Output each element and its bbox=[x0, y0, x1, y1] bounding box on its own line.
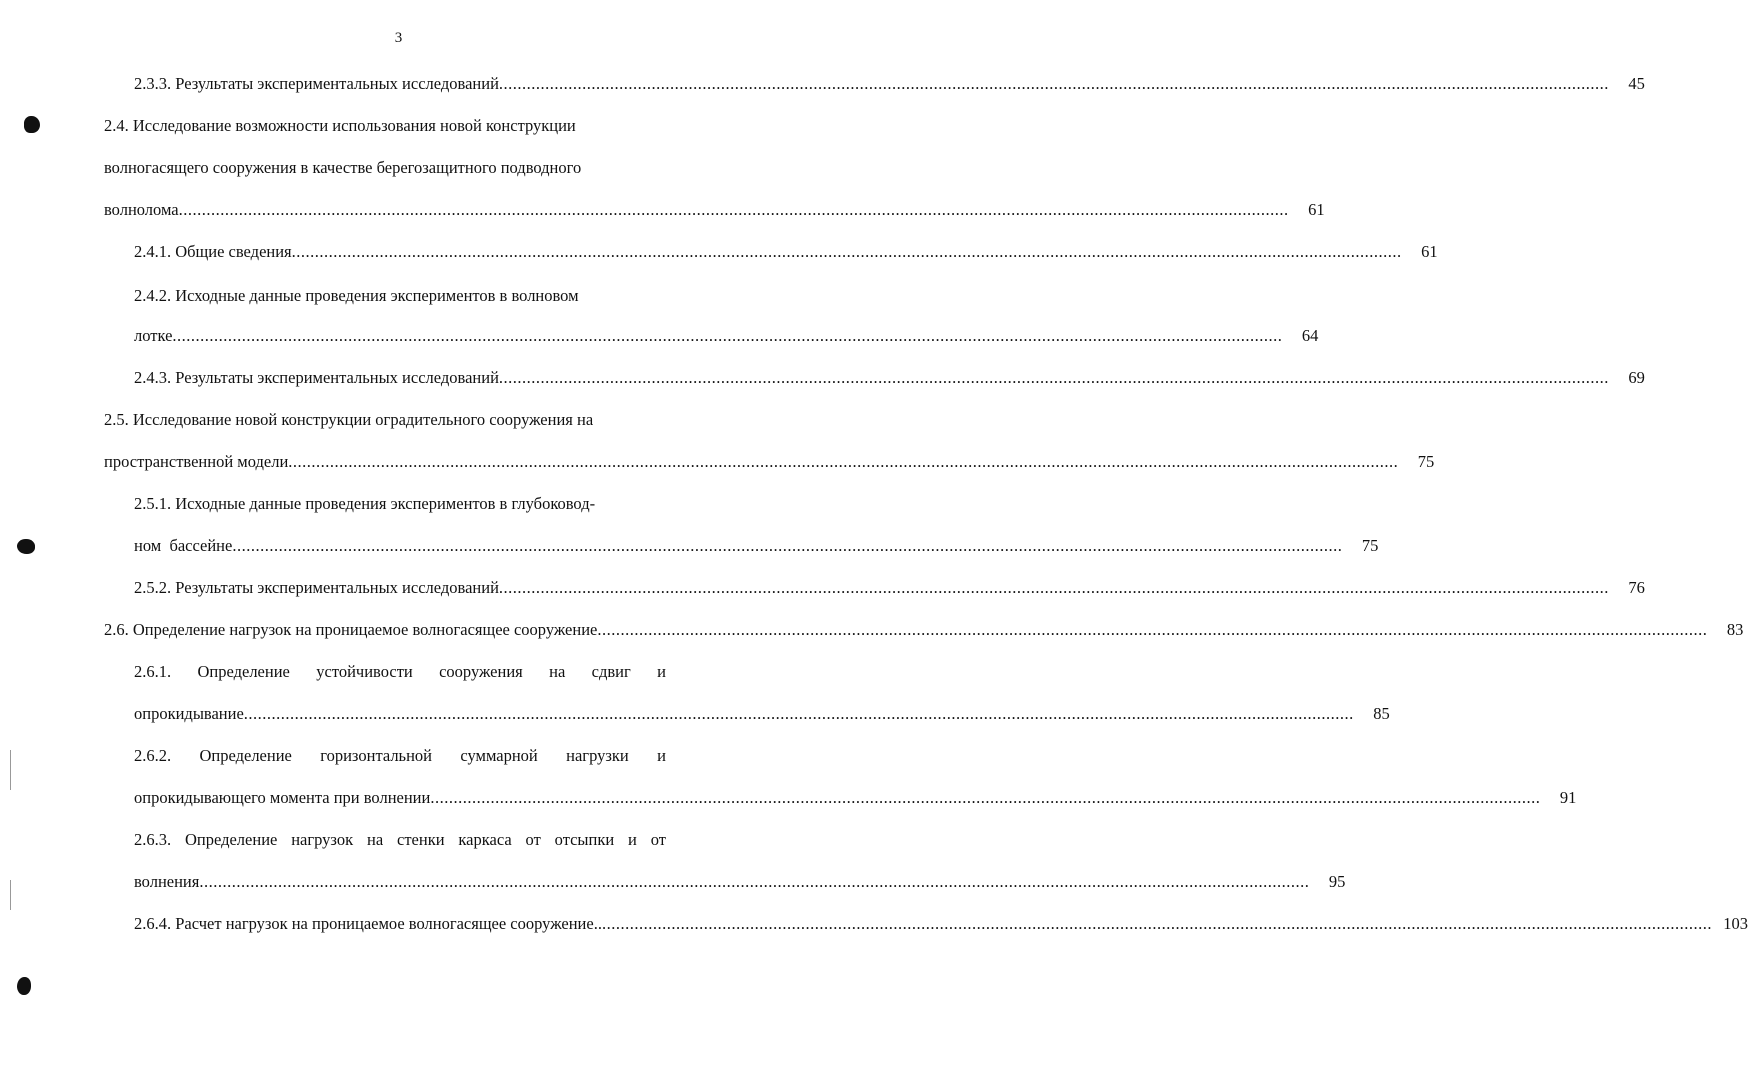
toc-entry-title: ном бассейне bbox=[134, 536, 233, 555]
toc-word: на bbox=[549, 662, 566, 681]
toc-word: от bbox=[525, 830, 541, 849]
leader-dots: ................................................................................................................................................................................................................................................ bbox=[243, 704, 1354, 723]
toc-word: 2.6.2. bbox=[134, 746, 172, 765]
toc-entry-2-6-1-line1[interactable] bbox=[134, 661, 666, 683]
toc-entry-2-4-1[interactable] bbox=[134, 241, 1438, 263]
toc-word: каркаса bbox=[458, 830, 512, 849]
toc-word: Определение bbox=[197, 662, 290, 681]
toc-page-number: 76 bbox=[1628, 578, 1645, 597]
leader-dots: ................................................................................................................................................................................................................................................ bbox=[288, 452, 1399, 471]
scan-speck bbox=[10, 750, 11, 790]
toc-word: сдвиг bbox=[591, 662, 631, 681]
toc-entry-2-4-2[interactable] bbox=[134, 325, 1319, 347]
toc-word: 2.6.3. bbox=[134, 830, 172, 849]
punch-hole-mark bbox=[17, 977, 31, 995]
toc-page-number: 85 bbox=[1373, 704, 1390, 723]
toc-word: нагрузок bbox=[291, 830, 354, 849]
toc-word: отсыпки bbox=[554, 830, 615, 849]
toc-entry-title: 2.5.2. Результаты экспериментальных исследований bbox=[134, 578, 499, 597]
toc-word: и bbox=[657, 662, 666, 681]
leader-dots: ................................................................................................................................................................................................................................................ bbox=[199, 872, 1310, 891]
toc-page-number: 103 bbox=[1723, 914, 1748, 933]
toc-entry-2-5-line1[interactable]: 2.5. Исследование новой конструкции оградительного сооружения на bbox=[104, 410, 594, 429]
toc-entry-title: опрокидывающего момента при волнении bbox=[134, 788, 431, 807]
toc-word: 2.6.1. bbox=[134, 662, 172, 681]
toc-word: от bbox=[650, 830, 666, 849]
toc-word: на bbox=[366, 830, 384, 849]
toc-entry-2-6-3-line1[interactable] bbox=[134, 829, 666, 851]
toc-page-number: 91 bbox=[1559, 788, 1577, 807]
toc-word: сооружения bbox=[439, 662, 523, 681]
toc-entry-title: 2.4.3. Результаты экспериментальных исследований bbox=[134, 368, 499, 387]
leader-dots: ................................................................................................................................................................................................................................................ bbox=[498, 368, 1609, 387]
toc-entry-2-4-2-line1[interactable]: 2.4.2. Исходные данные проведения экспериментов в волновом bbox=[134, 286, 579, 305]
toc-page-number: 83 bbox=[1726, 620, 1744, 639]
scan-speck bbox=[10, 880, 11, 910]
toc-entry-title: волнения bbox=[134, 872, 200, 891]
toc-entry-title: пространственной модели bbox=[104, 452, 289, 471]
leader-dots: ................................................................................................................................................................................................................................................ bbox=[291, 242, 1402, 261]
leader-dots: ................................................................................................................................................................................................................................................ bbox=[597, 620, 1708, 639]
toc-page-number: 75 bbox=[1361, 536, 1379, 555]
toc-entry-2-6[interactable] bbox=[104, 619, 1744, 641]
toc-entry-2-5-1-line1[interactable]: 2.5.1. Исходные данные проведения экспериментов в глубоковод- bbox=[134, 494, 596, 513]
leader-dots: ................................................................................................................................................................................................................................................ bbox=[232, 536, 1343, 555]
toc-entry-2-6-2-line1[interactable] bbox=[134, 745, 666, 767]
toc-entry-2-5-2[interactable] bbox=[134, 577, 1645, 599]
toc-entry-2-6-1[interactable] bbox=[134, 703, 1390, 725]
toc-entry-2-4[interactable] bbox=[104, 199, 1325, 221]
punch-hole-mark bbox=[17, 539, 35, 554]
toc-page-number: 69 bbox=[1628, 368, 1645, 387]
toc-entry-title: опрокидывание bbox=[134, 704, 244, 723]
toc-entry-2-6-3[interactable] bbox=[134, 871, 1346, 893]
toc-word: Определение bbox=[184, 830, 278, 849]
toc-entry-2-5-1[interactable] bbox=[134, 535, 1379, 557]
toc-entry-title: 2.6.4. Расчет нагрузок на проницаемое волногасящее сооружение.. bbox=[134, 914, 602, 933]
toc-page-number: 95 bbox=[1328, 872, 1346, 891]
toc-page-number: 45 bbox=[1628, 74, 1645, 93]
page-number: 3 bbox=[394, 30, 403, 46]
toc-page-number: 64 bbox=[1301, 326, 1319, 345]
toc-entry-2-5[interactable] bbox=[104, 451, 1435, 473]
toc-word: нагрузки bbox=[566, 746, 629, 765]
punch-hole-mark bbox=[24, 116, 40, 133]
leader-dots: ................................................................................................................................................................................................................................................ bbox=[172, 326, 1283, 345]
toc-word: устойчивости bbox=[316, 662, 413, 681]
leader-dots: ................................................................................................................................................................................................................................................ bbox=[430, 788, 1541, 807]
leader-dots: ................................................................................................................................................................................................................................................ bbox=[178, 200, 1289, 219]
toc-word: и bbox=[657, 746, 666, 765]
toc-entry-2-6-4[interactable] bbox=[134, 913, 1748, 935]
toc-word: Определение bbox=[199, 746, 292, 765]
toc-entry-2-6-2[interactable] bbox=[134, 787, 1577, 809]
toc-page-number: 75 bbox=[1417, 452, 1435, 471]
toc-page-number: 61 bbox=[1308, 200, 1325, 219]
toc-entry-title: 2.4.1. Общие сведения bbox=[134, 242, 292, 261]
toc-entry-title: лотке bbox=[134, 326, 173, 345]
toc-entry-title: 2.6. Определение нагрузок на проницаемое волногасящее сооружение bbox=[104, 620, 598, 639]
leader-dots: ................................................................................................................................................................................................................................................ bbox=[498, 74, 1609, 93]
leader-dots: ................................................................................................................................................................................................................................................ bbox=[601, 914, 1712, 933]
toc-word: и bbox=[628, 830, 637, 849]
toc-entry-title: 2.3.3. Результаты экспериментальных исследований bbox=[134, 74, 499, 93]
toc-entry-title: волнолома bbox=[104, 200, 179, 219]
toc-entry-2-4-line1[interactable]: 2.4. Исследование возможности использования новой конструкции bbox=[104, 116, 576, 135]
toc-page-number: 61 bbox=[1421, 242, 1438, 261]
toc-word: горизонтальной bbox=[320, 746, 432, 765]
toc-entry-2-3-3[interactable] bbox=[134, 73, 1645, 95]
toc-entry-2-4-3[interactable] bbox=[134, 367, 1645, 389]
toc-word: стенки bbox=[397, 830, 445, 849]
leader-dots: ................................................................................................................................................................................................................................................ bbox=[498, 578, 1609, 597]
toc-word: суммарной bbox=[460, 746, 538, 765]
toc-entry-2-4-line2[interactable]: волногасящего сооружения в качестве берегозащитного подводного bbox=[104, 158, 582, 177]
